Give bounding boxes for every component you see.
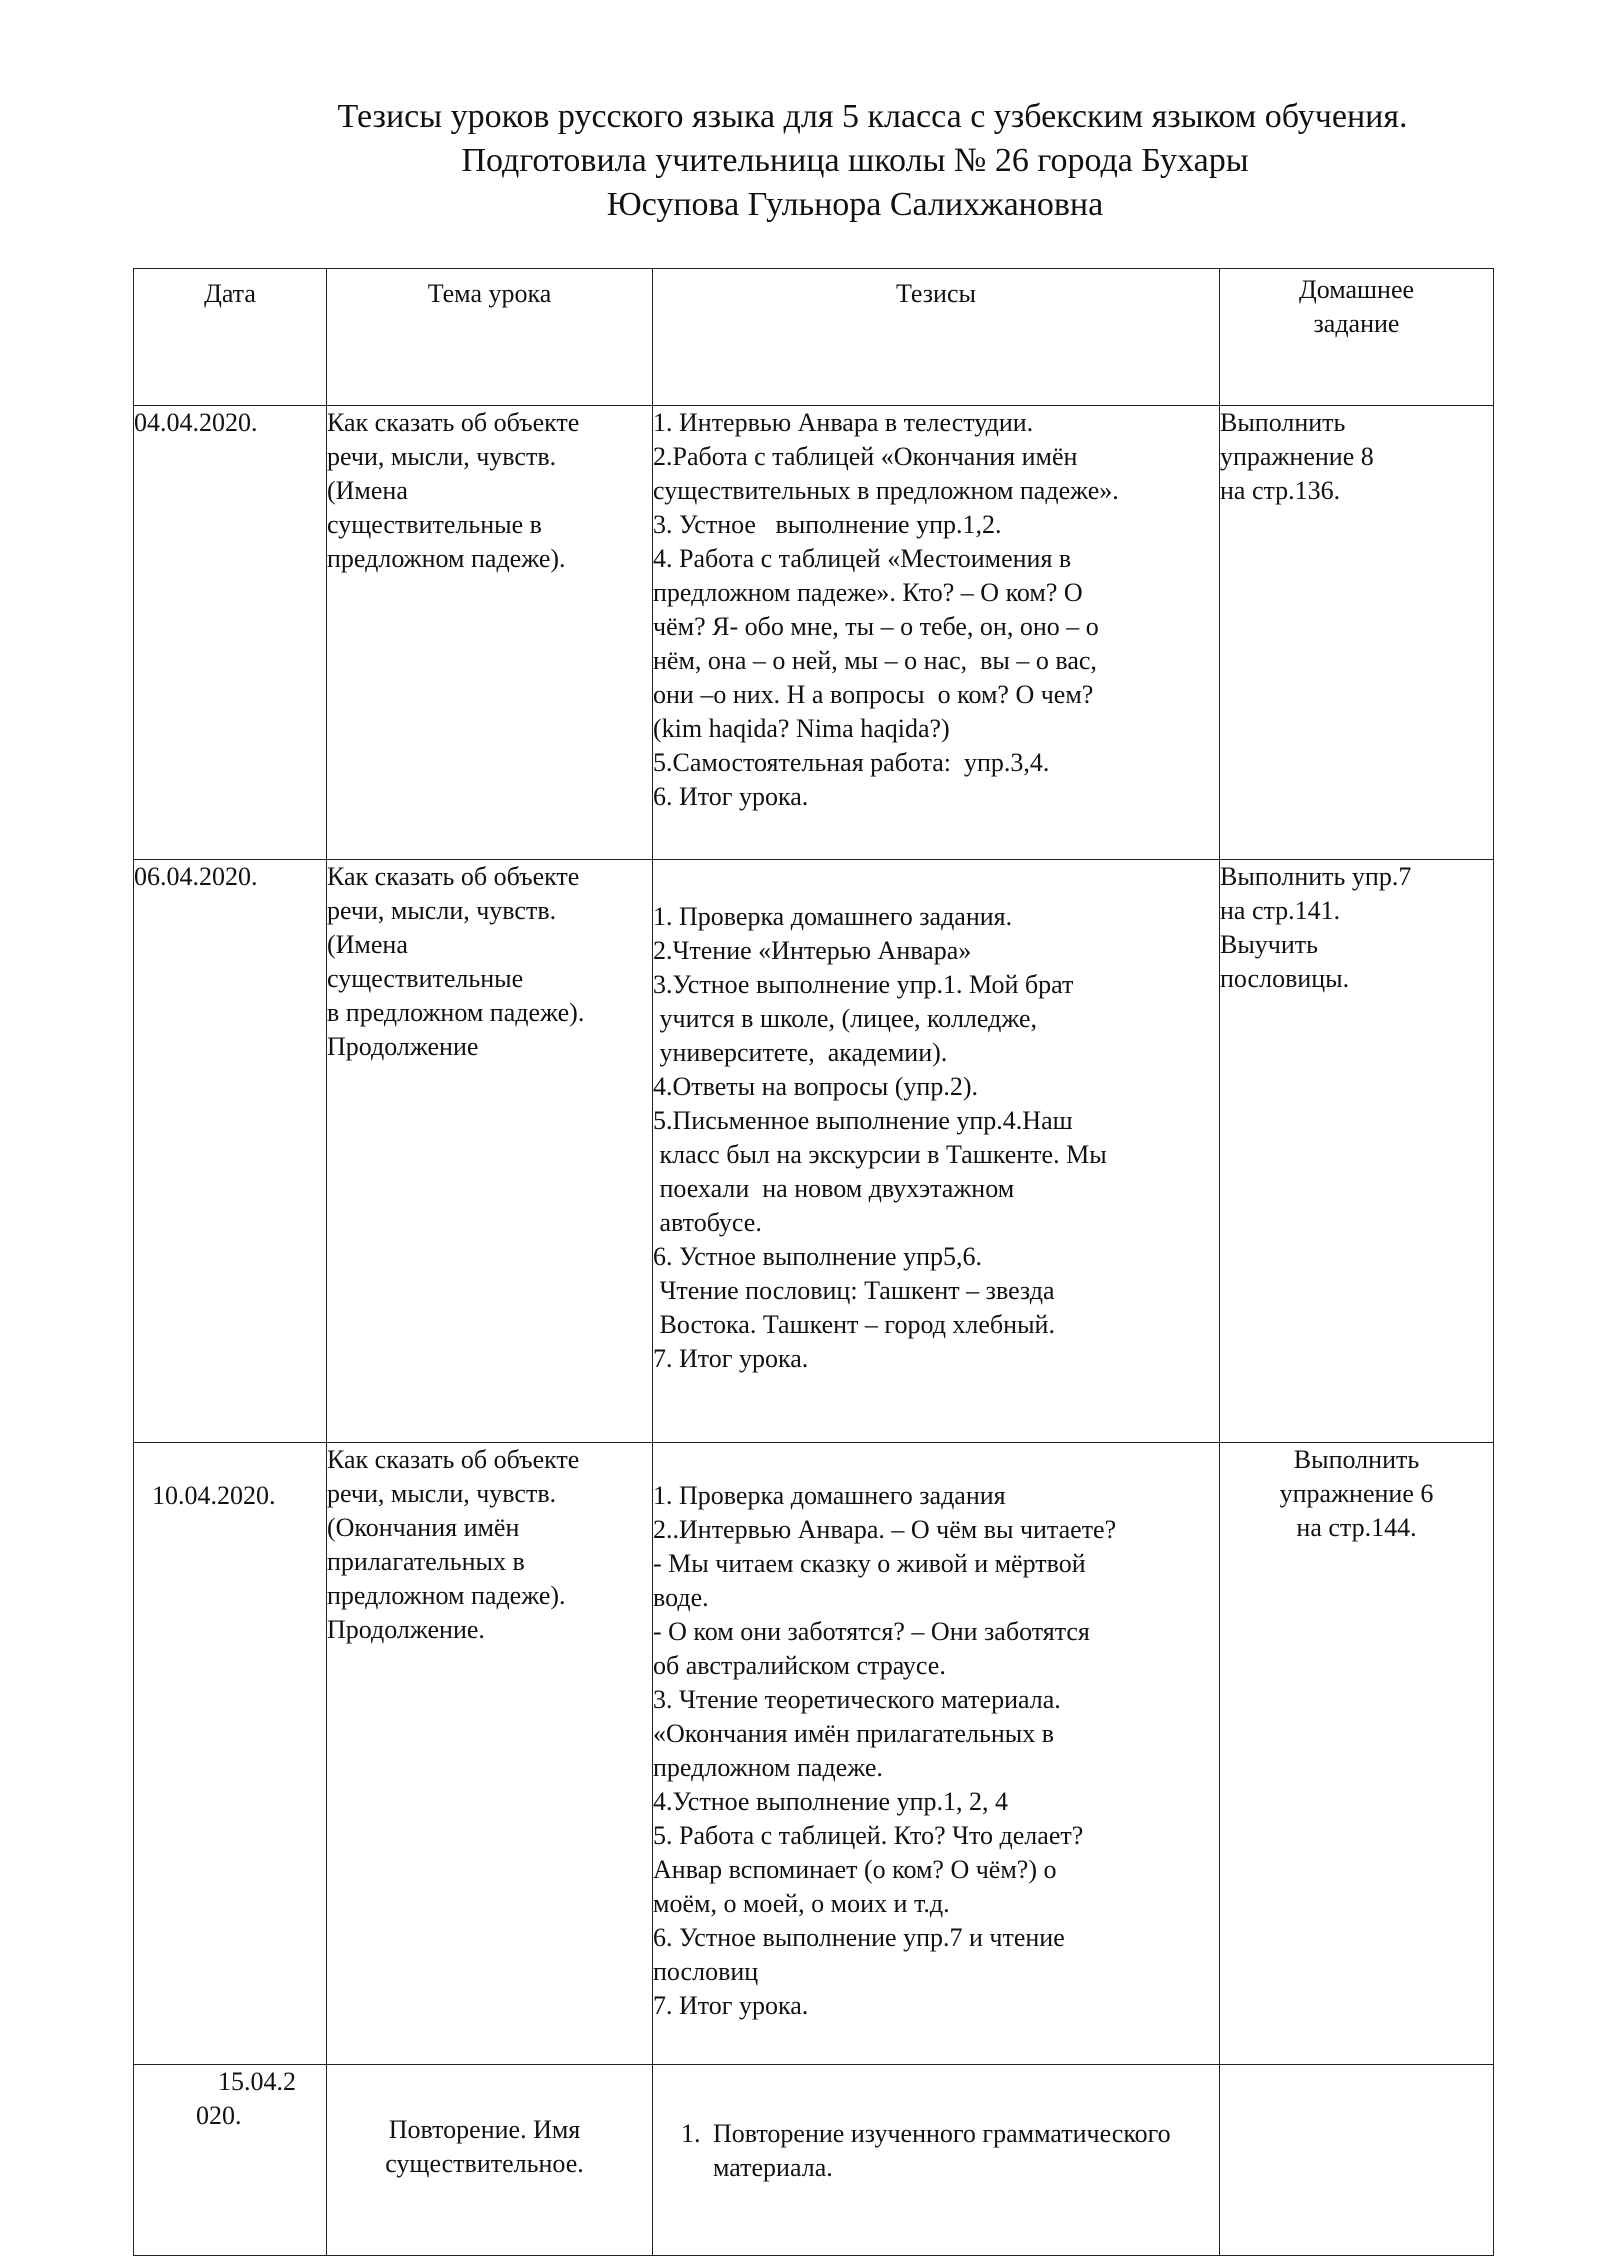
thesis-line: класс был на экскурсии в Ташкенте. Мы [653, 1140, 1107, 1169]
homework-line: на стр.144. [1296, 1513, 1417, 1542]
lesson-thesis [653, 2065, 1220, 2256]
thesis-line: 5.Письменное выполнение упр.4.Наш [653, 1106, 1073, 1135]
thesis-line: 6. Устное выполнение упр5,6. [653, 1242, 982, 1271]
lesson-date: 10.04.2020. [134, 1443, 327, 2065]
column-header-homework [1220, 269, 1494, 406]
thesis-line: существительных в предложном падеже». [653, 476, 1119, 505]
lesson-thesis [653, 1443, 1220, 2065]
topic-line: предложном падеже). [327, 1581, 566, 1610]
thesis-line: 3.Устное выполнение упр.1. Мой брат [653, 970, 1074, 999]
thesis-line: предложном падеже. [653, 1753, 883, 1782]
lesson-topic [327, 1443, 653, 2065]
lesson-topic [327, 406, 653, 860]
column-header-homework-line: Домашнее [1298, 275, 1415, 304]
column-header-homework-line: задание [1313, 309, 1400, 338]
topic-line: существительные в [327, 510, 542, 539]
thesis-line: 3. Устное выполнение упр.1,2. [653, 510, 1002, 539]
thesis-line: учится в школе, (лицее, колледже, [653, 1004, 1037, 1033]
thesis-line: 7. Итог урока. [653, 1344, 809, 1373]
lesson-thesis [653, 406, 1220, 860]
thesis-line: 2.Работа с таблицей «Окончания имён [653, 442, 1078, 471]
topic-line: Продолжение [327, 1032, 479, 1061]
thesis-line: - Мы читаем сказку о живой и мёртвой [653, 1549, 1086, 1578]
thesis-line: университете, академии). [653, 1038, 948, 1067]
table-row [134, 1443, 1494, 2065]
lesson-thesis [653, 860, 1220, 1443]
homework-line: Выполнить [1293, 1445, 1420, 1474]
topic-line: Как сказать об объекте [327, 862, 580, 891]
topic-line: Как сказать об объекте [327, 1445, 580, 1474]
thesis-line: Востока. Ташкент – город хлебный. [653, 1310, 1055, 1339]
thesis-line: Чтение пословиц: Ташкент – звезда [653, 1276, 1055, 1305]
thesis-line: поехали на новом двухэтажном [653, 1174, 1015, 1203]
author-name: Юсупова Гульнора Салихжановна [606, 186, 1104, 223]
homework-line: упражнение 6 [1279, 1479, 1434, 1508]
thesis-line: 1. Интервью Анвара в телестудии. [653, 408, 1034, 437]
topic-line: речи, мысли, чувств. [327, 1479, 557, 1508]
lesson-topic [327, 2065, 653, 2256]
thesis-line: они –о них. Н а вопросы о ком? О чем? [653, 680, 1094, 709]
thesis-line: Анвар вспоминает (о ком? О чём?) о [653, 1855, 1057, 1884]
column-header-topic: Тема урока [327, 269, 653, 406]
topic-line: речи, мысли, чувств. [327, 442, 557, 471]
thesis-list-item: 1. Повторение изученного грамматического материала. [707, 2117, 1219, 2185]
thesis-line: чём? Я- обо мне, ты – о тебе, он, оно – о [653, 612, 1099, 641]
column-header-thesis: Тезисы [653, 269, 1220, 406]
topic-line: Продолжение. [327, 1615, 485, 1644]
thesis-line: об австралийском страусе. [653, 1651, 946, 1680]
homework-line: на стр.141. [1220, 896, 1341, 925]
topic-line: существительное. [385, 2149, 584, 2178]
document-title: Тезисы уроков русского языка для 5 класса с узбекским языком обучения. [337, 98, 1408, 135]
topic-line: прилагательных в [327, 1547, 525, 1576]
thesis-line: 4.Устное выполнение упр.1, 2, 4 [653, 1787, 1008, 1816]
lesson-homework [1220, 860, 1494, 1443]
thesis-line: 2..Интервью Анвара. – О чём вы читаете? [653, 1515, 1117, 1544]
topic-line: речи, мысли, чувств. [327, 896, 557, 925]
thesis-list [653, 2117, 1219, 2185]
homework-line: Выучить [1220, 930, 1319, 959]
thesis-line: 6. Итог урока. [653, 782, 809, 811]
thesis-line: 2.Чтение «Интерью Анвара» [653, 936, 972, 965]
thesis-line: 1. Проверка домашнего задания [653, 1481, 1006, 1510]
thesis-line: 4.Ответы на вопросы (упр.2). [653, 1072, 978, 1101]
topic-line: (Имена [327, 476, 408, 505]
thesis-line: предложном падеже». Кто? – О ком? О [653, 578, 1083, 607]
thesis-line: - О ком они заботятся? – Они заботятся [653, 1617, 1090, 1646]
topic-line: предложном падеже). [327, 544, 566, 573]
thesis-line: 7. Итог урока. [653, 1991, 809, 2020]
thesis-line: автобусе. [653, 1208, 762, 1237]
lesson-date: 04.04.2020. [134, 406, 327, 860]
topic-line: (Имена [327, 930, 408, 959]
lesson-date: 06.04.2020. [134, 860, 327, 1443]
homework-line: пословицы. [1220, 964, 1350, 993]
thesis-line: 3. Чтение теоретического материала. [653, 1685, 1061, 1714]
thesis-line: «Окончания имён прилагательных в [653, 1719, 1054, 1748]
lesson-homework [1220, 2065, 1494, 2256]
author-school: Подготовила учительница школы № 26 города Бухары [461, 142, 1249, 179]
lesson-homework [1220, 1443, 1494, 2065]
homework-line: Выполнить упр.7 [1220, 862, 1412, 891]
lessons-table [133, 268, 1494, 2256]
thesis-line: 4. Работа с таблицей «Местоимения в [653, 544, 1072, 573]
homework-line: Выполнить [1220, 408, 1346, 437]
thesis-line: пословиц [653, 1957, 759, 1986]
topic-line: в предложном падеже). [327, 998, 585, 1027]
date-line: 15.04.2 [218, 2067, 296, 2096]
homework-line: на стр.136. [1220, 476, 1341, 505]
thesis-line: воде. [653, 1583, 709, 1612]
date-line: 020. [196, 2101, 242, 2130]
table-header-row [134, 269, 1494, 406]
thesis-line: 1. Проверка домашнего задания. [653, 902, 1013, 931]
thesis-line: нём, она – о ней, мы – о нас, вы – о вас, [653, 646, 1097, 675]
topic-line: существительные [327, 964, 524, 993]
topic-line: (Окончания имён [327, 1513, 520, 1542]
thesis-line: 6. Устное выполнение упр.7 и чтение [653, 1923, 1065, 1952]
thesis-line: 5.Самостоятельная работа: упр.3,4. [653, 748, 1050, 777]
table-row [134, 860, 1494, 1443]
topic-line: Как сказать об объекте [327, 408, 580, 437]
thesis-line: моём, о моей, о моих и т.д. [653, 1889, 950, 1918]
thesis-line: 5. Работа с таблицей. Кто? Что делает? [653, 1821, 1084, 1850]
lesson-homework [1220, 406, 1494, 860]
table-row [134, 2065, 1494, 2256]
lesson-date [134, 2065, 327, 2256]
homework-line: упражнение 8 [1220, 442, 1374, 471]
topic-line: Повторение. Имя [388, 2115, 581, 2144]
table-row [134, 406, 1494, 860]
thesis-line: (kim haqida? Nima haqida?) [653, 714, 950, 743]
lesson-topic [327, 860, 653, 1443]
document-header [0, 95, 1600, 227]
column-header-date: Дата [134, 269, 327, 406]
